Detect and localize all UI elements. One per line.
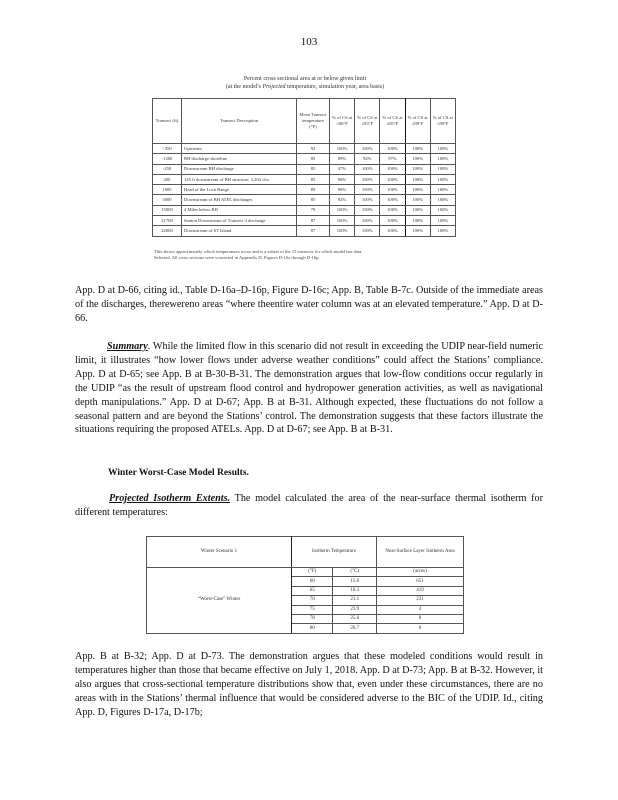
col-header: % of CS at ≤90°F [330, 99, 355, 144]
table-cell: 100% [380, 195, 405, 205]
table-cell: 1000 [153, 185, 182, 195]
table-cell: 100% [355, 185, 380, 195]
table-cell: 23.9 [333, 605, 377, 614]
table-row [153, 226, 456, 236]
table-cell: 100% [430, 205, 455, 215]
table-cell: -1200 [153, 154, 182, 164]
table-row [153, 205, 456, 215]
isotherm-text: The model calculated the area of the near-surface thermal isotherm for different temperatures: [75, 493, 544, 518]
table-cell: 92% [330, 195, 355, 205]
table-cell: 100% [405, 144, 430, 154]
col-header: % of CS at ≤98°F [405, 99, 430, 144]
table-cell: 100% [355, 205, 380, 215]
transect-table [152, 98, 456, 237]
table-cell: 100% [380, 205, 405, 215]
table-cell: 0 [377, 624, 464, 633]
table-cell: 4 [377, 605, 464, 614]
table-cell: Downstream BH discharge [182, 164, 297, 174]
table-cell: Head of the Lock Range [182, 185, 297, 195]
table-cell: 89 [297, 185, 330, 195]
table-cell: 21700 [153, 216, 182, 226]
isotherm-table-header [147, 537, 464, 568]
table-cell: 4 Miles below BH [182, 205, 297, 215]
table1-note-line1: This shows approximately which temperatures occur and is a subset of the 15 transects for which model has data. [154, 249, 363, 254]
table-cell: 87 [297, 216, 330, 226]
table-cell: 100% [430, 154, 455, 164]
table-cell: 85 [297, 174, 330, 184]
table-row [153, 164, 456, 174]
table-cell: 100% [430, 195, 455, 205]
table-cell: Downstream of BH ATEL discharges [182, 195, 297, 205]
table-cell: Upstream [182, 144, 297, 154]
table-cell: 100% [405, 185, 430, 195]
paragraph-4: App. B at B-32; App. D at D-73. The demonstration argues that these modeled conditions would result in temperatures higher than those that became effective on July 1, 2018. App. D at D-73; App. B at B-32. However, it also argues that cross-sectional temperature distributions show that, even under these circumstances, there are no areas with in the Stations’ thermal influence that would be considered adverse to the BIC of the UDIP. Id., citing App. D, Figures D-17a, D-17b; [75, 651, 543, 718]
paragraph-2 [75, 340, 543, 437]
table-cell: 100% [430, 144, 455, 154]
table-cell: Downstream of ST Island [182, 226, 297, 236]
table-cell: 97% [380, 154, 405, 164]
section-heading: Winter Worst-Case Model Results. [108, 468, 249, 478]
table-cell: 15000 [153, 205, 182, 215]
table-cell: 70 [292, 596, 333, 605]
table1-note-line2: Selected. All cross sections were converted in Appendix D, Figures D-16a through D-16p. [154, 255, 320, 260]
table-cell: 100% [405, 205, 430, 215]
table-cell: 15.6 [333, 577, 377, 586]
table-cell: 85 [297, 164, 330, 174]
table-cell: 89% [330, 154, 355, 164]
table-cell: 65 [292, 586, 333, 595]
table-cell: 98% [330, 174, 355, 184]
subheader-cell: (°F) [292, 568, 333, 577]
table-cell: 100% [380, 164, 405, 174]
subheader-cell: (acres) [377, 568, 464, 577]
table-cell: 100% [380, 185, 405, 195]
table-cell: 100% [355, 174, 380, 184]
table-cell: 80 [292, 624, 333, 633]
table-cell: 21.1 [333, 596, 377, 605]
table-cell: 79 [297, 205, 330, 215]
summary-label: Summary [107, 341, 148, 352]
table-cell: 100% [380, 144, 405, 154]
isotherm-subheader-row [147, 568, 464, 577]
table-cell: 98% [330, 185, 355, 195]
table-cell: 125 ft downstream of BH structure; 3,204 cfsc [182, 174, 297, 184]
paragraph-3 [75, 492, 543, 520]
table-cell: 100% [355, 164, 380, 174]
table-cell: 100% [430, 185, 455, 195]
table-cell: 85 [297, 195, 330, 205]
table-cell: 100% [405, 226, 430, 236]
table-cell: 100% [355, 216, 380, 226]
table-cell: 100% [330, 205, 355, 215]
table-cell: 100% [430, 174, 455, 184]
col-header: % of CS at ≤95°F [380, 99, 405, 144]
table-cell: 419 [377, 586, 464, 595]
table-cell: 100% [330, 226, 355, 236]
col-header: Mean Transect temperature (°F) [297, 99, 330, 144]
paragraph-1: App. D at D-66, citing id., Table D-16a–D-16p, Figure D-16c; App. B, Table B-7c. Outside of the immediate areas of the discharges, therewereno areas “where theentire water column was at an elevated temperature.” App. D at D-66. [75, 285, 543, 324]
table-row [153, 185, 456, 195]
table-cell: <350 [153, 144, 182, 154]
col-header: % of CS at ≤93°F [355, 99, 380, 144]
col-header: Transect Description [182, 99, 297, 144]
table-cell: 75 [292, 605, 333, 614]
table-cell: 47% [330, 164, 355, 174]
table-cell: 100% [405, 195, 430, 205]
page-number: 103 [300, 36, 318, 48]
table-cell: 78 [292, 614, 333, 623]
table-cell: 25.6 [333, 614, 377, 623]
table-cell: 100% [380, 226, 405, 236]
table-cell: 651 [377, 577, 464, 586]
table-cell: 100% [330, 144, 355, 154]
table-cell: 92% [355, 154, 380, 164]
table-cell: -250 [153, 164, 182, 174]
table-cell: 231 [377, 596, 464, 605]
scenario-cell: “Worst-Case” Winter [147, 568, 292, 634]
table-cell: 92 [297, 144, 330, 154]
table-cell: 100% [405, 164, 430, 174]
col-header: % of CS at ≤99°F [430, 99, 455, 144]
table-row [153, 144, 456, 154]
table-cell: 3000 [153, 195, 182, 205]
table-cell: 100% [430, 216, 455, 226]
table-cell: BH discharge shoreline [182, 154, 297, 164]
table-cell: 100% [405, 154, 430, 164]
table-cell: 100% [355, 144, 380, 154]
table-row [153, 174, 456, 184]
table-cell: 18.3 [333, 586, 377, 595]
isotherm-label: Projected Isotherm Extents. [109, 493, 231, 504]
table-cell: 60 [292, 577, 333, 586]
table-row [153, 195, 456, 205]
table-cell: 100% [355, 226, 380, 236]
table-cell: 100% [405, 174, 430, 184]
table-cell: Station Downstream of Transect 3 discharge [182, 216, 297, 226]
table-cell: 100% [430, 226, 455, 236]
isotherm-table [146, 536, 464, 634]
table1-note [154, 249, 454, 261]
col-header: Transect (ft) [153, 99, 182, 144]
table-cell: 87 [297, 226, 330, 236]
table-cell: 26.7 [333, 624, 377, 633]
table-row [153, 216, 456, 226]
table1-caption-line1: Percent cross sectional area at or below given limit [243, 76, 367, 82]
table-cell: 85 [297, 154, 330, 164]
table-cell: 100% [380, 216, 405, 226]
subheader-cell: (°C) [333, 568, 377, 577]
col-header: Isotherm Temperature [292, 537, 377, 568]
table-cell: 100% [355, 195, 380, 205]
table-row [153, 154, 456, 164]
table1-caption [150, 75, 460, 91]
table-cell: 100% [380, 174, 405, 184]
table-cell: 100% [430, 164, 455, 174]
transect-table-header [153, 99, 456, 144]
table-cell: 0 [377, 614, 464, 623]
table-cell: 200 [153, 174, 182, 184]
table1-caption-line2: (at the model's Projected temperature, simulation year, area basis) [225, 84, 385, 90]
table-cell: 22000 [153, 226, 182, 236]
table-cell: 100% [405, 216, 430, 226]
summary-text: . While the limited flow in this scenario did not result in exceeding the UDIP near-field numeric limit, it illustrates “how lower flows under adverse weather conditions” could affect the Stations’ compliance. App. D at D-65; see App. B at B-30-B-31. The demonstration argues that low-flow conditions occur regularly in the UDIP “as the result of upstream flood control and hydropower generation activities, as well as navigational depth manipulations.” App. D at D-67; App. B at B-31. Although expected, these fluctuations do not follow a seasonal pattern and are beyond the Stations’ control. The demonstration suggests that these factors illustrate the situations requiring the proposed ATELs. App. D at D-67; see App. B at B-31. [75, 341, 543, 436]
col-header: Winter Scenario 1 [147, 537, 292, 568]
col-header: Near-Surface Layer Isotherm Area [377, 537, 464, 568]
table-cell: 100% [330, 216, 355, 226]
